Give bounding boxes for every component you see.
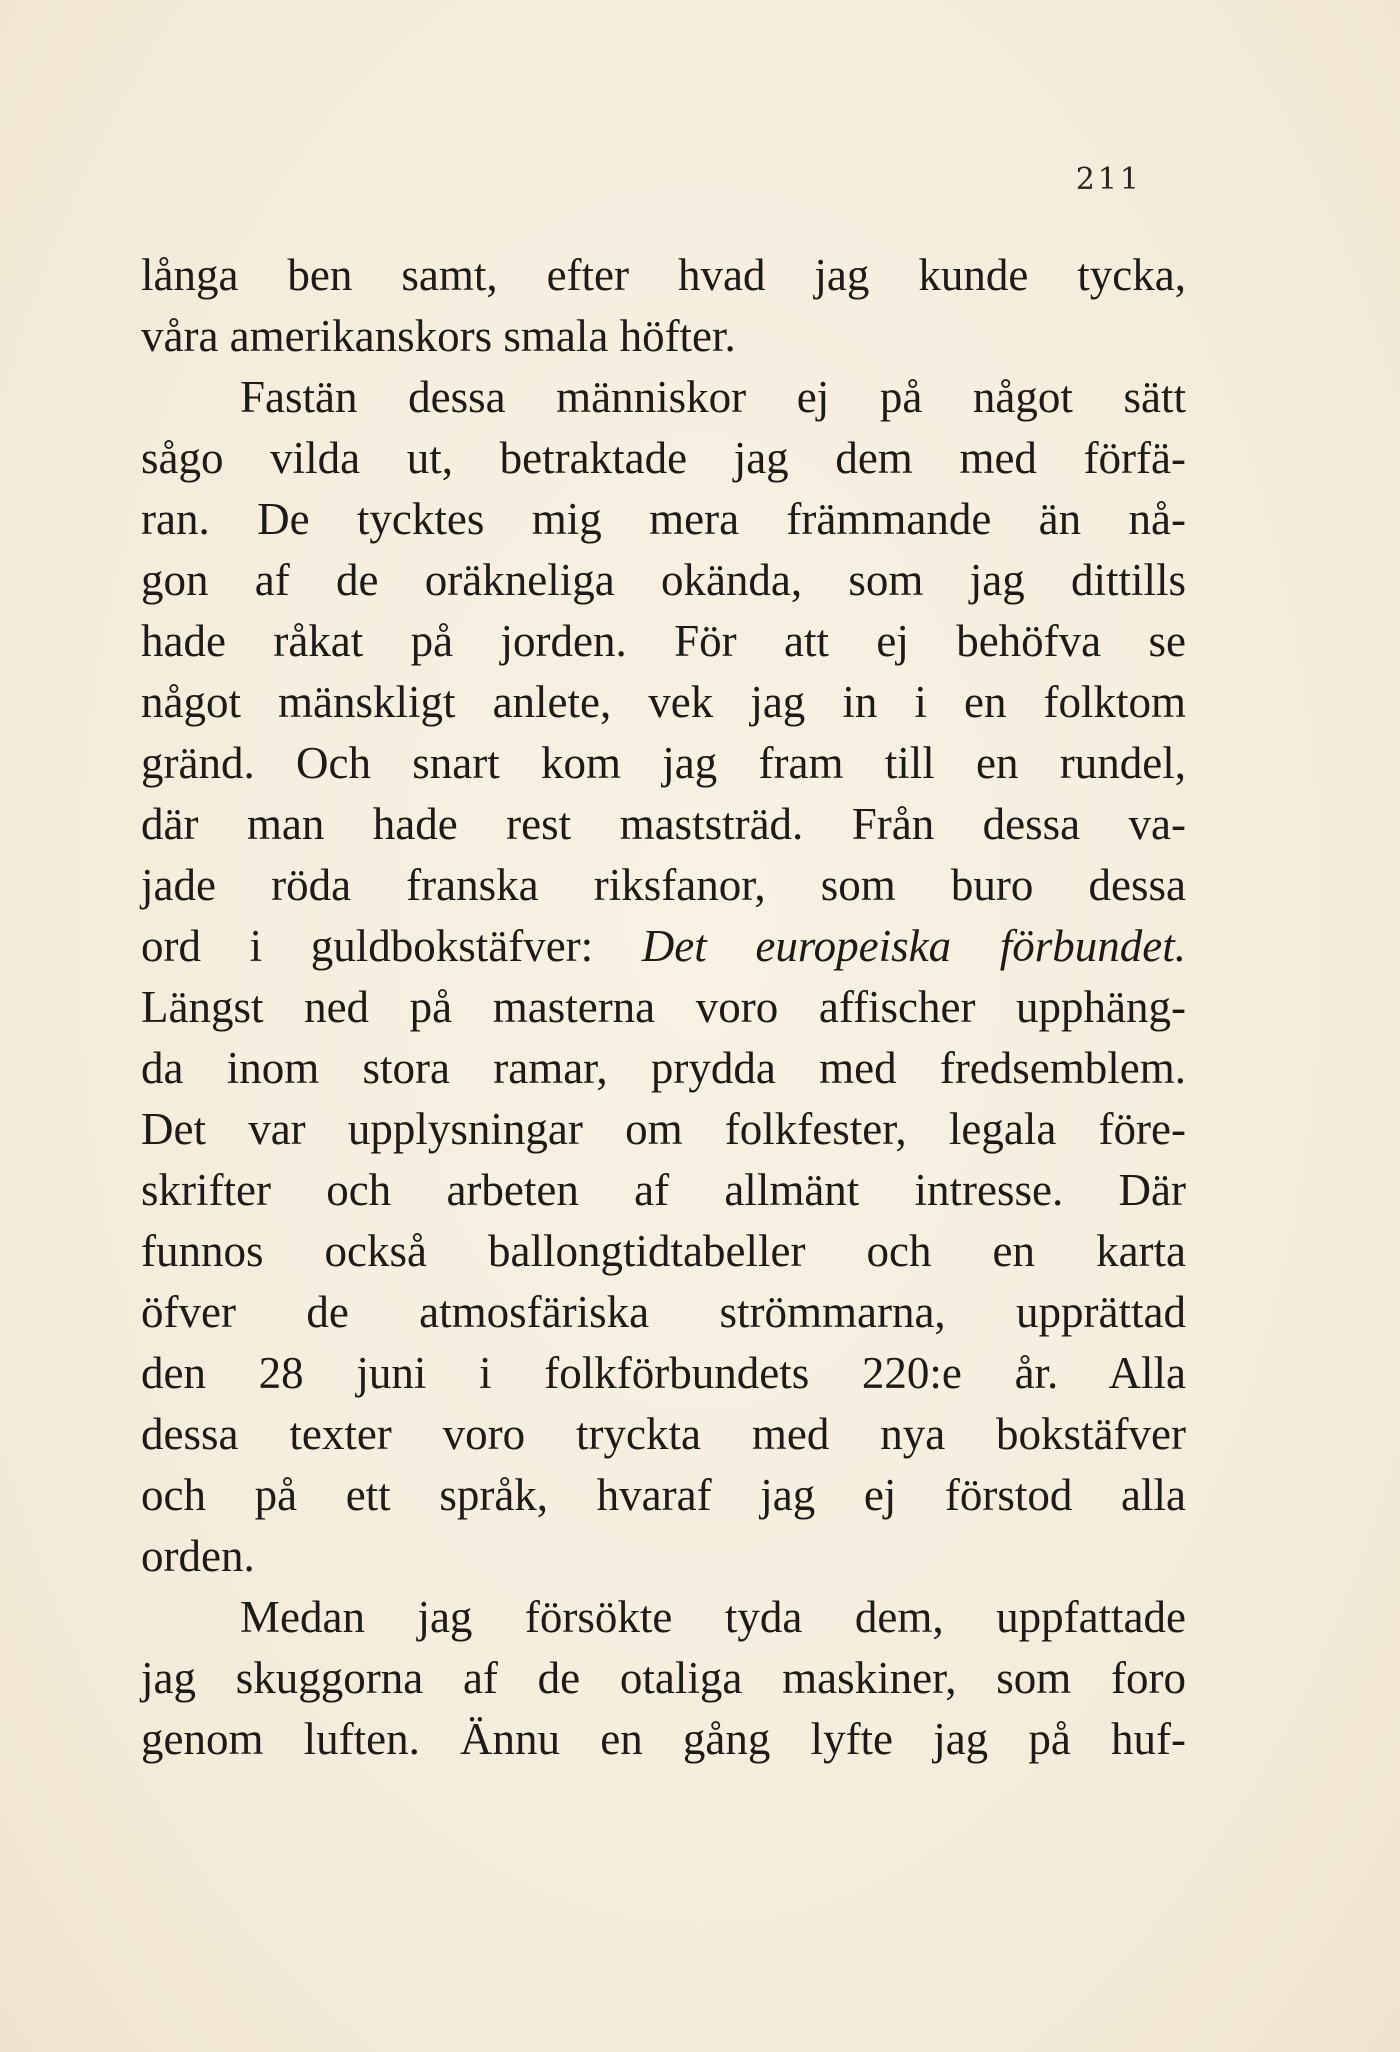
text-fragment: ord i guldbokstäfver: [141,921,594,971]
text-line: jag skuggorna af de otaliga maskiner, som foro [141,1653,1186,1703]
text-line: öfver de atmosfäriska strömmarna, upprättad [141,1287,1186,1337]
text-line: gränd. Och snart kom jag fram till en rundel, [141,738,1186,788]
page-number: 211 [1075,162,1142,197]
text-line: sågo vilda ut, betraktade jag dem med förfä- [141,433,1186,483]
text-line: orden. [141,1531,255,1581]
text-line: dessa texter voro tryckta med nya bokstäfver [141,1409,1186,1459]
text-line: något mänskligt anlete, vek jag in i en folktom [141,677,1186,727]
italic-phrase: Det europeiska förbundet. [641,921,1186,971]
text-line: den 28 juni i folkförbundets 220:e år. Alla [141,1348,1186,1398]
text-line: Längst ned på masterna voro affischer upphäng- [141,982,1186,1032]
text-line: gon af de oräkneliga okända, som jag dittills [141,555,1186,605]
text-line: genom luften. Ännu en gång lyfte jag på huf- [141,1714,1186,1764]
text-line: där man hade rest maststräd. Från dessa va- [141,799,1186,849]
text-line: och på ett språk, hvaraf jag ej förstod alla [141,1470,1186,1520]
text-line: ran. De tycktes mig mera främmande än nå- [141,494,1186,544]
text-line: da inom stora ramar, prydda med fredsemblem. [141,1043,1186,1093]
text-line: funnos också ballongtidtabeller och en karta [141,1226,1186,1276]
text-line: långa ben samt, efter hvad jag kunde tycka, [141,250,1186,300]
text-line: Det var upplysningar om folkfester, legala före- [141,1104,1186,1154]
text-line: Fastän dessa människor ej på något sätt [240,372,1186,422]
text-line-with-emphasis [141,916,1186,977]
text-line: våra amerikanskors smala höfter. [141,311,736,361]
text-line: hade råkat på jorden. För att ej behöfva se [141,616,1186,666]
text-line: jade röda franska riksfanor, som buro dessa [141,860,1186,910]
text-line: skrifter och arbeten af allmänt intresse. Där [141,1165,1186,1215]
text-line: Medan jag försökte tyda dem, uppfattade [240,1592,1186,1642]
